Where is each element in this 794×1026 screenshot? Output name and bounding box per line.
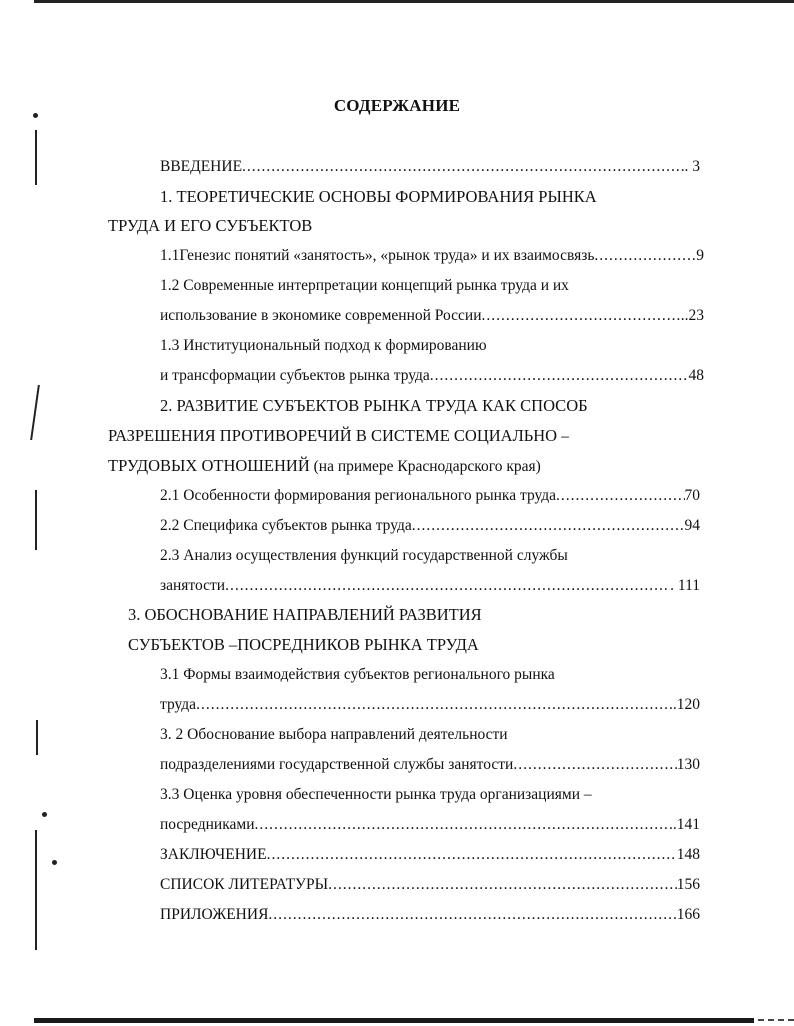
toc-entry-3-2-line-2	[160, 755, 700, 775]
toc-entry-page: 70	[684, 487, 700, 504]
toc-entry-2-2	[160, 516, 700, 536]
toc-entry-label: подразделениями государственной службы занятости	[160, 756, 514, 773]
toc-entry-label: СПИСОК ЛИТЕРАТУРЫ	[160, 876, 329, 893]
toc-entry-literature	[160, 875, 700, 895]
toc-entry-label: ПРИЛОЖЕНИЯ	[160, 906, 269, 923]
toc-chapter-2-line-2: РАЗРЕШЕНИЯ ПРОТИВОРЕЧИЙ В СИСТЕМЕ СОЦИАЛЬНО –	[108, 426, 570, 445]
margin-bracket	[35, 830, 37, 950]
toc-entry-3-1-line-1: 3.1 Формы взаимодействия субъектов регионального рынка	[160, 666, 555, 683]
toc-chapter-1-line-1: 1. ТЕОРЕТИЧЕСКИЕ ОСНОВЫ ФОРМИРОВАНИЯ РЫНКА	[160, 187, 597, 206]
toc-entry-page: 9	[696, 247, 704, 264]
toc-entry-label: и трансформации субъектов рынка труда	[160, 367, 430, 384]
toc-entry-1-1	[160, 246, 704, 266]
margin-bracket	[36, 720, 38, 755]
toc-entry-page: 148	[676, 846, 700, 863]
toc-entry-label: ЗАКЛЮЧЕНИЕ	[160, 846, 267, 863]
toc-entry-label: 1.1Генезис понятий «занятость», «рынок труда» и их взаимосвязь	[160, 247, 595, 264]
toc-entry-3-1-line-2	[160, 695, 700, 715]
toc-entry-1-2-line-1: 1.2 Современные интерпретации концепций рынка труда и их	[160, 277, 569, 294]
margin-dot	[52, 860, 57, 865]
toc-chapter-2-line-3	[108, 456, 541, 477]
toc-entry-page: 166	[676, 906, 700, 923]
scan-border-bottom-dash	[758, 1019, 794, 1023]
toc-entry-page: ..120	[669, 696, 700, 713]
toc-entry-2-3-line-1: 2.3 Анализ осуществления функций государственной службы	[160, 547, 568, 564]
toc-entry-label: 2.1 Особенности формирования регионального рынка труда	[160, 487, 557, 504]
toc-entry-3-3-line-1: 3.3 Оценка уровня обеспеченности рынка труда организациями –	[160, 786, 592, 803]
toc-entry-2-3-line-2	[160, 576, 700, 596]
toc-chapter-2-note: (на примере Краснодарского края)	[309, 458, 541, 475]
margin-bracket	[35, 490, 37, 550]
toc-entry-1-3-line-1: 1.3 Институциональный подход к формированию	[160, 337, 487, 354]
toc-entry-conclusion	[160, 845, 700, 865]
toc-entry-appendix	[160, 905, 700, 925]
toc-entry-2-1	[160, 486, 700, 506]
margin-dot	[42, 812, 47, 817]
margin-mark	[30, 385, 40, 440]
toc-entry-label: ВВЕДЕНИЕ	[160, 158, 243, 175]
toc-chapter-2-line-1: 2. РАЗВИТИЕ СУБЪЕКТОВ РЫНКА ТРУДА КАК СПОСОБ	[160, 396, 588, 415]
margin-bracket	[35, 130, 37, 185]
toc-entry-label: посредниками	[160, 816, 255, 833]
toc-entry-label: 2.2 Специфика субъектов рынка труда	[160, 517, 412, 534]
toc-entry-page: . 111	[670, 577, 700, 594]
toc-chapter-2-title-end: ТРУДОВЫХ ОТНОШЕНИЙ	[108, 456, 310, 475]
toc-entry-page: . 3	[684, 158, 700, 175]
toc-entry-3-3-line-2	[160, 815, 700, 835]
toc-entry-page: 48	[688, 367, 704, 384]
toc-entry-label: труда	[160, 696, 197, 713]
toc-entry-label: использование в экономике современной России	[160, 307, 482, 324]
toc-entry-page: 156	[676, 876, 700, 893]
toc-chapter-3-line-2: СУБЪЕКТОВ –ПОСРЕДНИКОВ РЫНКА ТРУДА	[128, 635, 479, 654]
toc-entry-label: занятости	[160, 577, 226, 594]
toc-entry-page: 94	[684, 517, 700, 534]
scan-border-top	[34, 0, 794, 3]
toc-entry-page: ..23	[680, 307, 704, 324]
toc-entry-1-2-line-2	[160, 306, 704, 326]
toc-chapter-3-line-1: 3. ОБОСНОВАНИЕ НАПРАВЛЕНИЙ РАЗВИТИЯ	[128, 605, 482, 624]
toc-chapter-1-line-2: ТРУДА И ЕГО СУБЪЕКТОВ	[108, 216, 313, 235]
toc-entry-3-2-line-1: 3. 2 Обоснование выбора направлений деятельности	[160, 726, 508, 743]
toc-entry-page: ..141	[669, 816, 700, 833]
toc-entry-1-3-line-2	[160, 366, 704, 386]
toc-entry-intro	[160, 157, 700, 177]
page-title: СОДЕРЖАНИЕ	[333, 96, 461, 115]
toc-entry-page: 130	[676, 756, 700, 773]
scan-border-bottom	[34, 1018, 754, 1023]
